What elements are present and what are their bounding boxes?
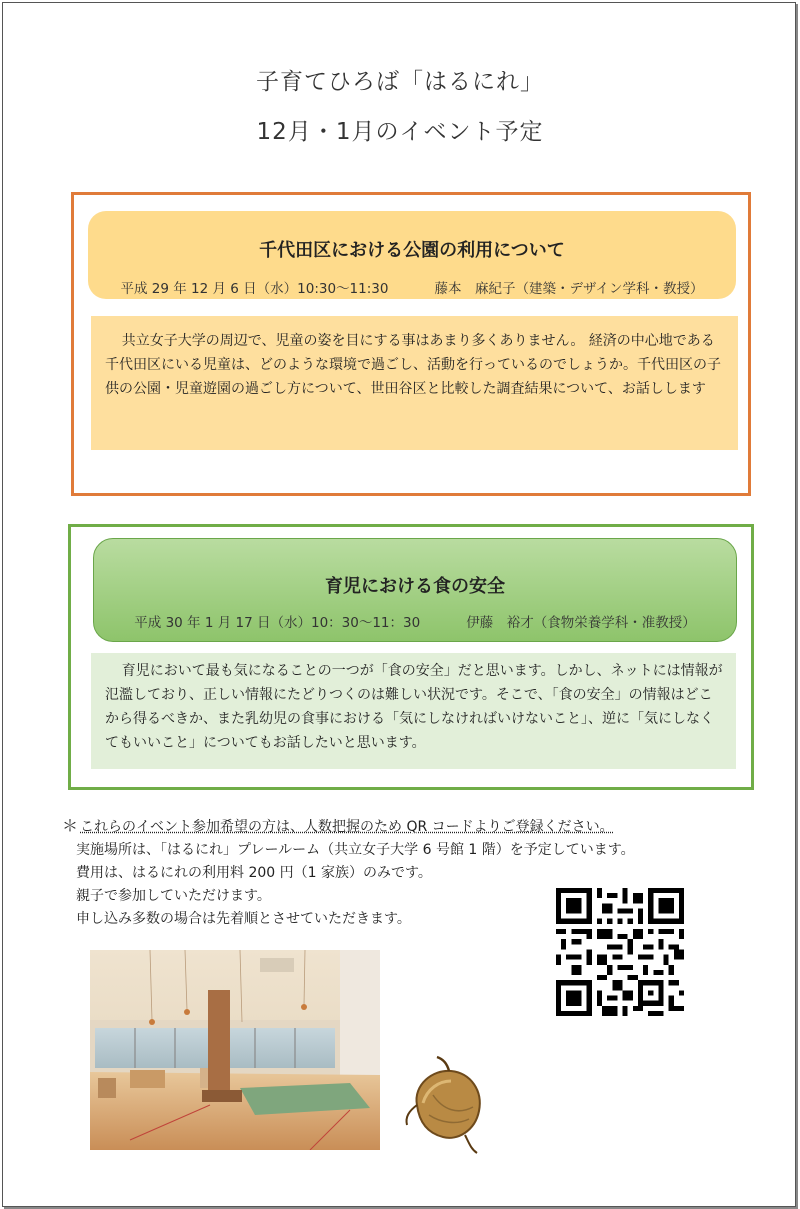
page-subtitle: 12月・1月のイベント予定 — [256, 119, 544, 145]
note-line-first-come: 申し込み多数の場合は先着順とさせていただきます。 — [76, 911, 411, 927]
asterisk-mark: ＊ — [62, 816, 79, 835]
event-1-datetime: 平成 29 年 12 月 6 日（水）10:30～11:30 — [120, 281, 389, 297]
event-2-datetime: 平成 30 年 1 月 17 日（水）10：30～11：30 — [134, 615, 421, 631]
note-lead — [62, 814, 635, 839]
event-1-speaker: 藤本 麻紀子（建築・デザイン学科・教授） — [434, 281, 704, 297]
note-line-fee: 費用は、はるにれの利用料 200 円（1 家族）のみです。 — [76, 865, 432, 881]
event-1-title: 千代田区における公園の利用について — [259, 240, 565, 261]
seed-illustration — [403, 1055, 493, 1155]
event-card-2 — [68, 524, 754, 790]
page-title: 子育てひろば「はるにれ」 — [256, 69, 544, 95]
note-line-venue: 実施場所は、「はるにれ」プレールーム（共立女子大学 6 号館 1 階）を予定しています。 — [76, 842, 635, 858]
registration-notes — [62, 814, 635, 931]
event-1-description: 共立女子大学の周辺で、児童の姿を目にする事はあまり多くありません。 経済の中心地である千代田区にいる児童は、どのような環境で過ごし、活動を行っているのでしょうか。千代田区の子供の公園・児童遊園の過ごし方について、世田谷区と比較した調査結果について、お話しします — [91, 316, 738, 450]
event-2-speaker: 伊藤 裕才（食物栄養学科・准教授） — [466, 615, 696, 631]
note-line-participation: 親子で参加していただけます。 — [76, 888, 271, 904]
event-2-header — [93, 538, 737, 642]
event-2-title: 育児における食の安全 — [325, 576, 505, 597]
event-1-header — [88, 211, 736, 299]
event-1-meta — [88, 277, 736, 297]
playroom-photo — [90, 950, 380, 1150]
event-card-1 — [71, 192, 751, 496]
note-lead-text: これらのイベント参加希望の方は、人数把握のため QR コードよりご登録ください。 — [80, 819, 614, 835]
registration-qr-code[interactable] — [556, 888, 684, 1016]
event-2-description: 育児において最も気になることの一つが「食の安全」だと思います。しかし、ネットには情報が氾濫しており、正しい情報にたどりつくのは難しい状況です。そこで、「食の安全」の情報はどこから得るべきか、また乳幼児の食事における「気にしなければいけないこと」、逆に「気にしなくてもいいこと」についてもお話したいと思います。 — [91, 653, 736, 769]
event-2-meta — [94, 611, 736, 631]
